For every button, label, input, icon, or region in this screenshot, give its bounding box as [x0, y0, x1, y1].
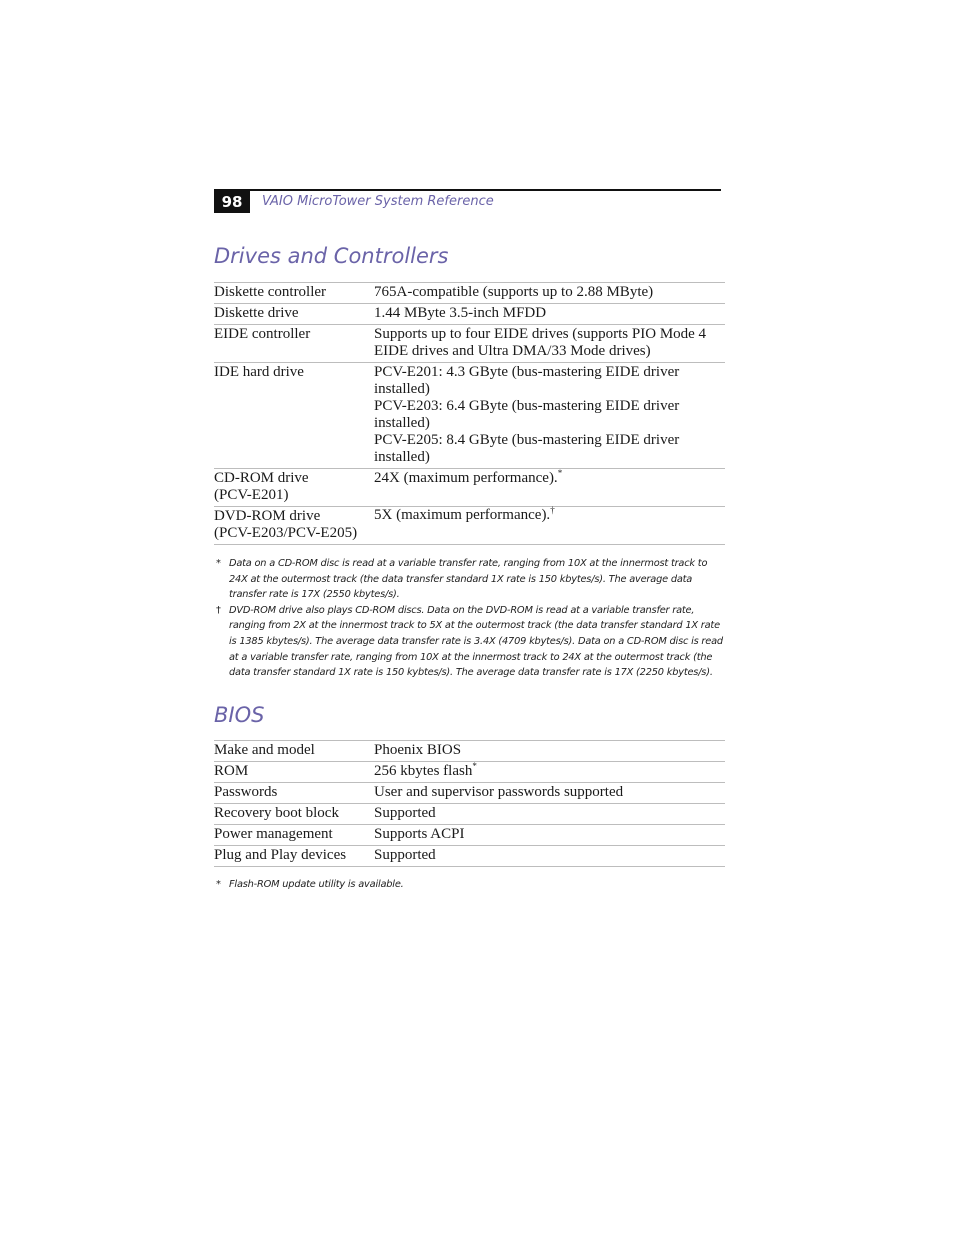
table-row — [214, 304, 725, 325]
running-title: VAIO MicroTower System Reference — [262, 194, 494, 209]
header-rule — [214, 189, 721, 191]
spec-label: Diskette controller — [214, 283, 374, 304]
spec-value — [374, 363, 725, 469]
table-row — [214, 783, 725, 804]
drives-footnotes — [214, 556, 725, 681]
spec-label: EIDE controller — [214, 325, 374, 363]
table-row — [214, 825, 725, 846]
spec-label: Recovery boot block — [214, 804, 374, 825]
footnote-mark: † — [216, 604, 221, 616]
spec-label: Passwords — [214, 783, 374, 804]
spec-value-text: 256 kbytes flash — [374, 763, 473, 779]
table-row — [214, 804, 725, 825]
table-row — [214, 741, 725, 762]
spec-value-line: PCV-E201: 4.3 GByte (bus-mastering EIDE driver installed) — [374, 364, 680, 397]
spec-label: ROM — [214, 762, 374, 783]
bios-footnotes — [214, 877, 725, 893]
spec-label-sub: (PCV-E203/PCV-E205) — [214, 525, 358, 541]
spec-label-line: CD-ROM drive — [214, 470, 309, 486]
footnote — [214, 556, 725, 603]
table-row — [214, 762, 725, 783]
spec-value: Supports up to four EIDE drives (supports PIO Mode 4 EIDE drives and Ultra DMA/33 Mode drives) — [374, 325, 725, 363]
spec-label — [214, 507, 374, 545]
table-row — [214, 846, 725, 867]
footnote-mark: * — [216, 879, 221, 890]
spec-value — [374, 469, 725, 507]
footnote-text: Flash-ROM update utility is available. — [229, 879, 404, 890]
spec-label: Plug and Play devices — [214, 846, 374, 867]
spec-value: 1.44 MByte 3.5-inch MFDD — [374, 304, 725, 325]
footnote-ref: † — [550, 505, 555, 515]
spec-value — [374, 762, 725, 783]
table-row — [214, 283, 725, 304]
spec-value-line: PCV-E205: 8.4 GByte (bus-mastering EIDE driver installed) — [374, 432, 680, 465]
spec-value — [374, 507, 725, 545]
spec-label: Diskette drive — [214, 304, 374, 325]
footnote-ref: * — [472, 761, 477, 771]
spec-value: Supported — [374, 846, 725, 867]
spec-label-line: DVD-ROM drive — [214, 508, 321, 524]
spec-value: 765A-compatible (supports up to 2.88 MByte) — [374, 283, 725, 304]
footnote — [214, 603, 725, 681]
spec-value-text: 5X (maximum performance). — [374, 507, 551, 523]
spec-value-text: 24X (maximum performance). — [374, 470, 558, 486]
spec-label: Power management — [214, 825, 374, 846]
spec-label — [214, 469, 374, 507]
footnote-mark: * — [216, 558, 221, 569]
spec-label: IDE hard drive — [214, 363, 374, 469]
bios-section-title: BIOS — [214, 703, 265, 727]
spec-label: Make and model — [214, 741, 374, 762]
footnote — [214, 877, 725, 893]
footnote-ref: * — [557, 468, 563, 478]
spec-value: Phoenix BIOS — [374, 741, 725, 762]
footnote-text: DVD-ROM drive also plays CD-ROM discs. Data on the DVD-ROM is read at a variable transfer rate, ranging from 2X at the innermost track to 5X at the outermost track (the data transfer standard 1X rate is 1385 kbytes/s). The average data transfer rate is 3.4X (4709 kbytes/s). Data on a CD-ROM disc is read at a variable transfer rate, ranging from 10X at the innermost track to 24X at the outermost track (the data transfer standard 1X rate is 150 kybtes/s). The average data transfer rate is 17X (2250 kbytes/s). — [229, 604, 723, 679]
table-row — [214, 469, 725, 507]
spec-value: Supported — [374, 804, 725, 825]
footnote-text: Data on a CD-ROM disc is read at a variable transfer rate, ranging from 10X at the innermost track to 24X at the outermost track (the data transfer standard 1X rate is 150 kbytes/s). The average data transfer rate is 17X (2550 kbytes/s). — [229, 558, 708, 601]
page-number: 98 — [214, 191, 250, 213]
table-row — [214, 363, 725, 469]
drives-section-title: Drives and Controllers — [214, 244, 449, 268]
spec-value: User and supervisor passwords supported — [374, 783, 725, 804]
table-row — [214, 507, 725, 545]
spec-value: Supports ACPI — [374, 825, 725, 846]
drives-spec-table — [214, 282, 725, 545]
spec-label-sub: (PCV-E201) — [214, 487, 289, 503]
table-row — [214, 325, 725, 363]
spec-value-line: PCV-E203: 6.4 GByte (bus-mastering EIDE driver installed) — [374, 398, 680, 431]
bios-spec-table — [214, 740, 725, 867]
